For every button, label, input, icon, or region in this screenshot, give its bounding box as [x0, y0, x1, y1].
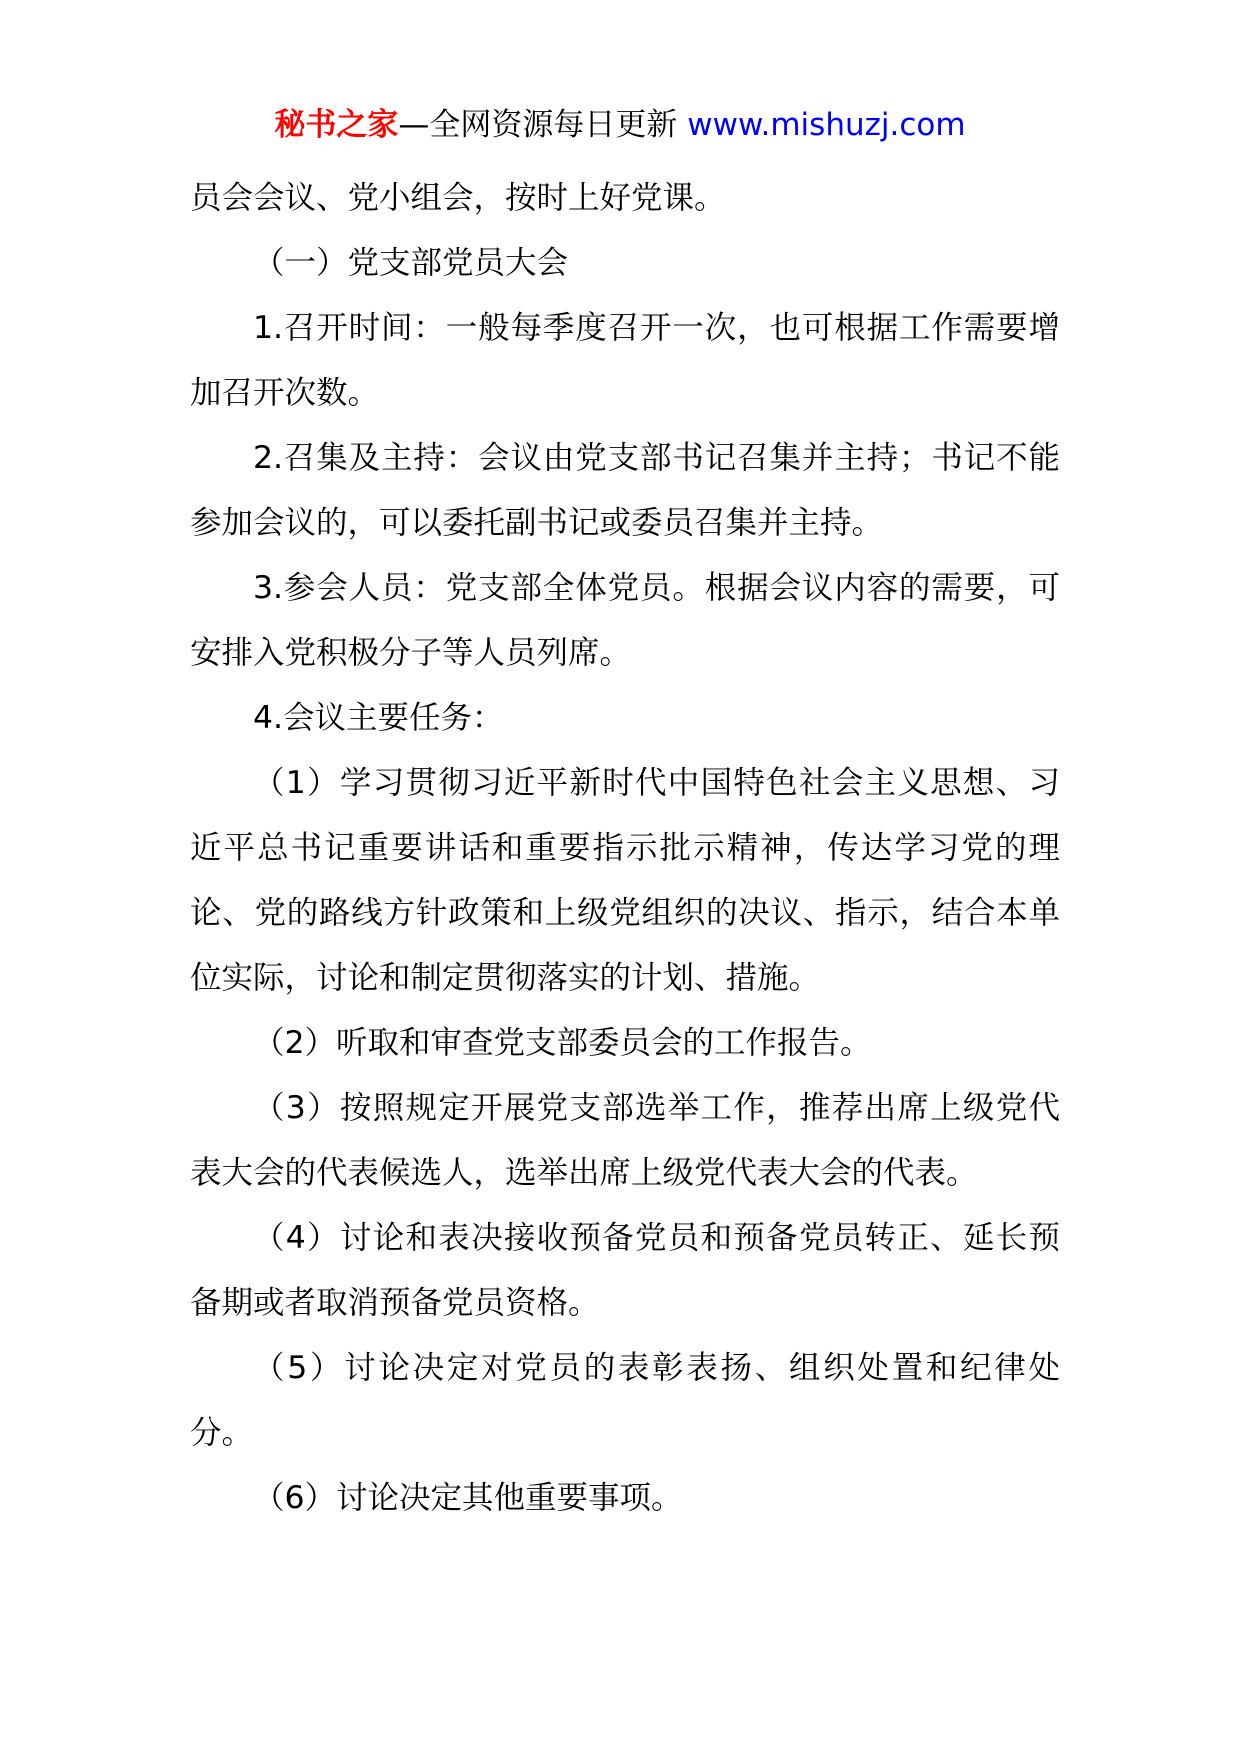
- list-item: （4）讨论和表决接收预备党员和预备党员转正、延长预备期或者取消预备党员资格。: [190, 1220, 1060, 1321]
- list-item: （6）讨论决定其他重要事项。: [253, 1480, 683, 1516]
- header-tagline: —全网资源每日更新: [398, 107, 688, 143]
- paragraph: 2.召集及主持：会议由党支部书记召集并主持；书记不能参加会议的，可以委托副书记或委员召集并主持。: [190, 440, 1060, 541]
- brand-name: 秘书之家: [274, 107, 399, 143]
- document-body: [190, 166, 1060, 1531]
- paragraph: 4.会议主要任务：: [253, 700, 504, 736]
- list-item: （5）讨论决定对党员的表彰表扬、组织处置和纪律处分。: [190, 1350, 1060, 1451]
- page-header: [0, 100, 1240, 150]
- section-heading: （一）党支部党员大会: [253, 245, 569, 281]
- paragraph: 员会会议、党小组会，按时上好党课。: [190, 180, 726, 216]
- paragraph: 3.参会人员：党支部全体党员。根据会议内容的需要，可安排入党积极分子等人员列席。: [190, 570, 1060, 671]
- list-item: （1）学习贯彻习近平新时代中国特色社会主义思想、习近平总书记重要讲话和重要指示批示精神，传达学习党的理论、党的路线方针政策和上级党组织的决议、指示，结合本单位实际，讨论和制定贯彻落实的计划、措施。: [190, 765, 1060, 996]
- website-url[interactable]: www.mishuzj.com: [687, 107, 966, 143]
- paragraph: 1.召开时间：一般每季度召开一次，也可根据工作需要增加召开次数。: [190, 310, 1060, 411]
- list-item: （3）按照规定开展党支部选举工作，推荐出席上级党代表大会的代表候选人，选举出席上级党代表大会的代表。: [190, 1090, 1060, 1191]
- list-item: （2）听取和审查党支部委员会的工作报告。: [253, 1025, 872, 1061]
